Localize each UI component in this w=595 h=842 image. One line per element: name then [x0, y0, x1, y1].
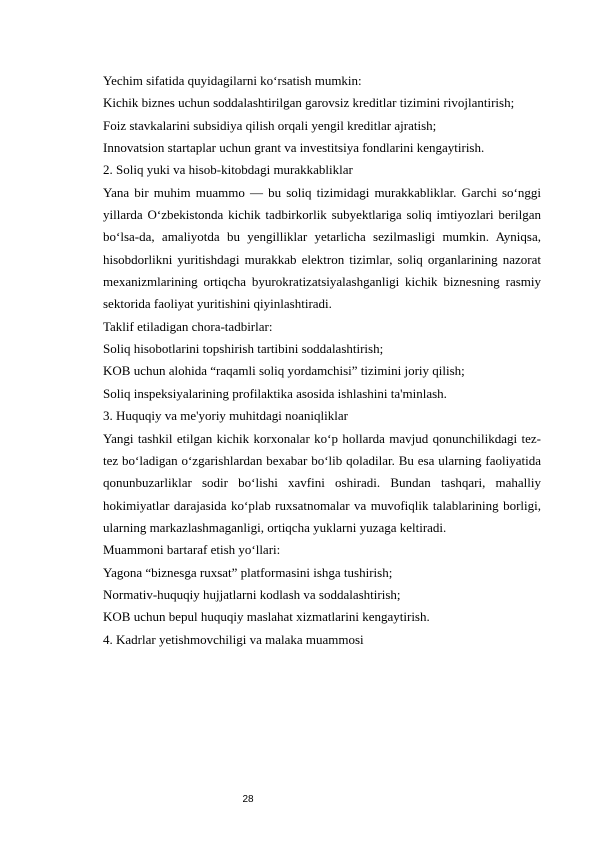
paragraph-business-permit-platform: Yagona “biznesga ruxsat” platformasini ishga tushirish;: [103, 564, 393, 580]
paragraph-solutions-intro: Yechim sifatida quyidagilarni ko‘rsatish mumkin:: [103, 73, 362, 88]
paragraph-digital-tax-assistant: KOB uchun alohida “raqamli soliq yordamchisi” tizimini joriy qilish;: [103, 363, 465, 379]
section-heading-tax-burden: 2. Soliq yuki va hisob-kitobdagi murakkabliklar: [103, 162, 353, 178]
paragraph-legal-changes: Yangi tashkil etilgan kichik korxonalar ko‘p hollarda mavjud qonunchilikdagi tez-tez bo‘ladigan o‘zgarishlardan bexabar bo‘lib qoladilar. Bu esa ularning faoliyatida qonunbuzarliklar sodir bo‘lishi xavfini oshiradi. Bundan tashqari, mahalliy hokimiyatlar darajasida ko‘plab ruxsatnomalar va muvofiqlik talablarining borligi, ularning markazlashmaganligi, ortiqcha yuklarni yuzaga keltiradi.: [103, 430, 541, 535]
paragraph-interest-subsidy: Foiz stavkalarini subsidiya qilish orqali yengil kreditlar ajratish;: [103, 117, 437, 133]
paragraph-simplify-reporting: Soliq hisobotlarini topshirish tartibini soddalashtirish;: [103, 341, 384, 357]
paragraph-codify-regulations: Normativ-huquqiy hujjatlarni kodlash va soddalashtirish;: [103, 586, 401, 602]
paragraph-startup-grants: Innovatsion startaplar uchun grant va investitsiya fondlarini kengaytirish.: [103, 140, 485, 156]
paragraph-preventive-inspections: Soliq inspeksiyalarining profilaktika asosida ishlashini ta'minlash.: [103, 385, 447, 401]
paragraph-ways-to-solve: Muammoni bartaraf etish yo‘llari:: [103, 542, 281, 558]
paragraph-tax-complexity: Yana bir muhim muammo — bu soliq tizimidagi murakkabliklar. Garchi so‘nggi yillarda O‘zbekistonda kichik tadbirkorlik subyektlariga soliq imtiyozlari berilgan bo‘lsa-da, amaliyotda bu yengilliklar yetarlicha sezilmasligi mumkin. Ayniqsa, hisobdorlikni yuritishdagi murakkab elektron tizimlar, soliq organlarining nazorat mexanizmlarining ortiqcha byurokratizatsiyalashganligi kichik biznesning rasmiy sektorida faoliyat yuritishini qiyinlashtiradi.: [103, 184, 541, 312]
page-number: 28: [242, 794, 254, 805]
section-heading-legal-uncertainty: 3. Huquqiy va me'yoriy muhitdagi noaniqliklar: [103, 408, 348, 424]
paragraph-free-legal-advice: KOB uchun bepul huquqiy maslahat xizmatlarini kengaytirish.: [103, 609, 430, 625]
section-heading-staff-shortage: 4. Kadrlar yetishmovchiligi va malaka muammosi: [103, 631, 364, 647]
paragraph-credit-system: Kichik biznes uchun soddalashtirilgan garovsiz kreditlar tizimini rivojlantirish;: [103, 95, 515, 111]
paragraph-proposed-measures: Taklif etiladigan chora-tadbirlar:: [103, 318, 273, 334]
page-body: [103, 70, 541, 651]
